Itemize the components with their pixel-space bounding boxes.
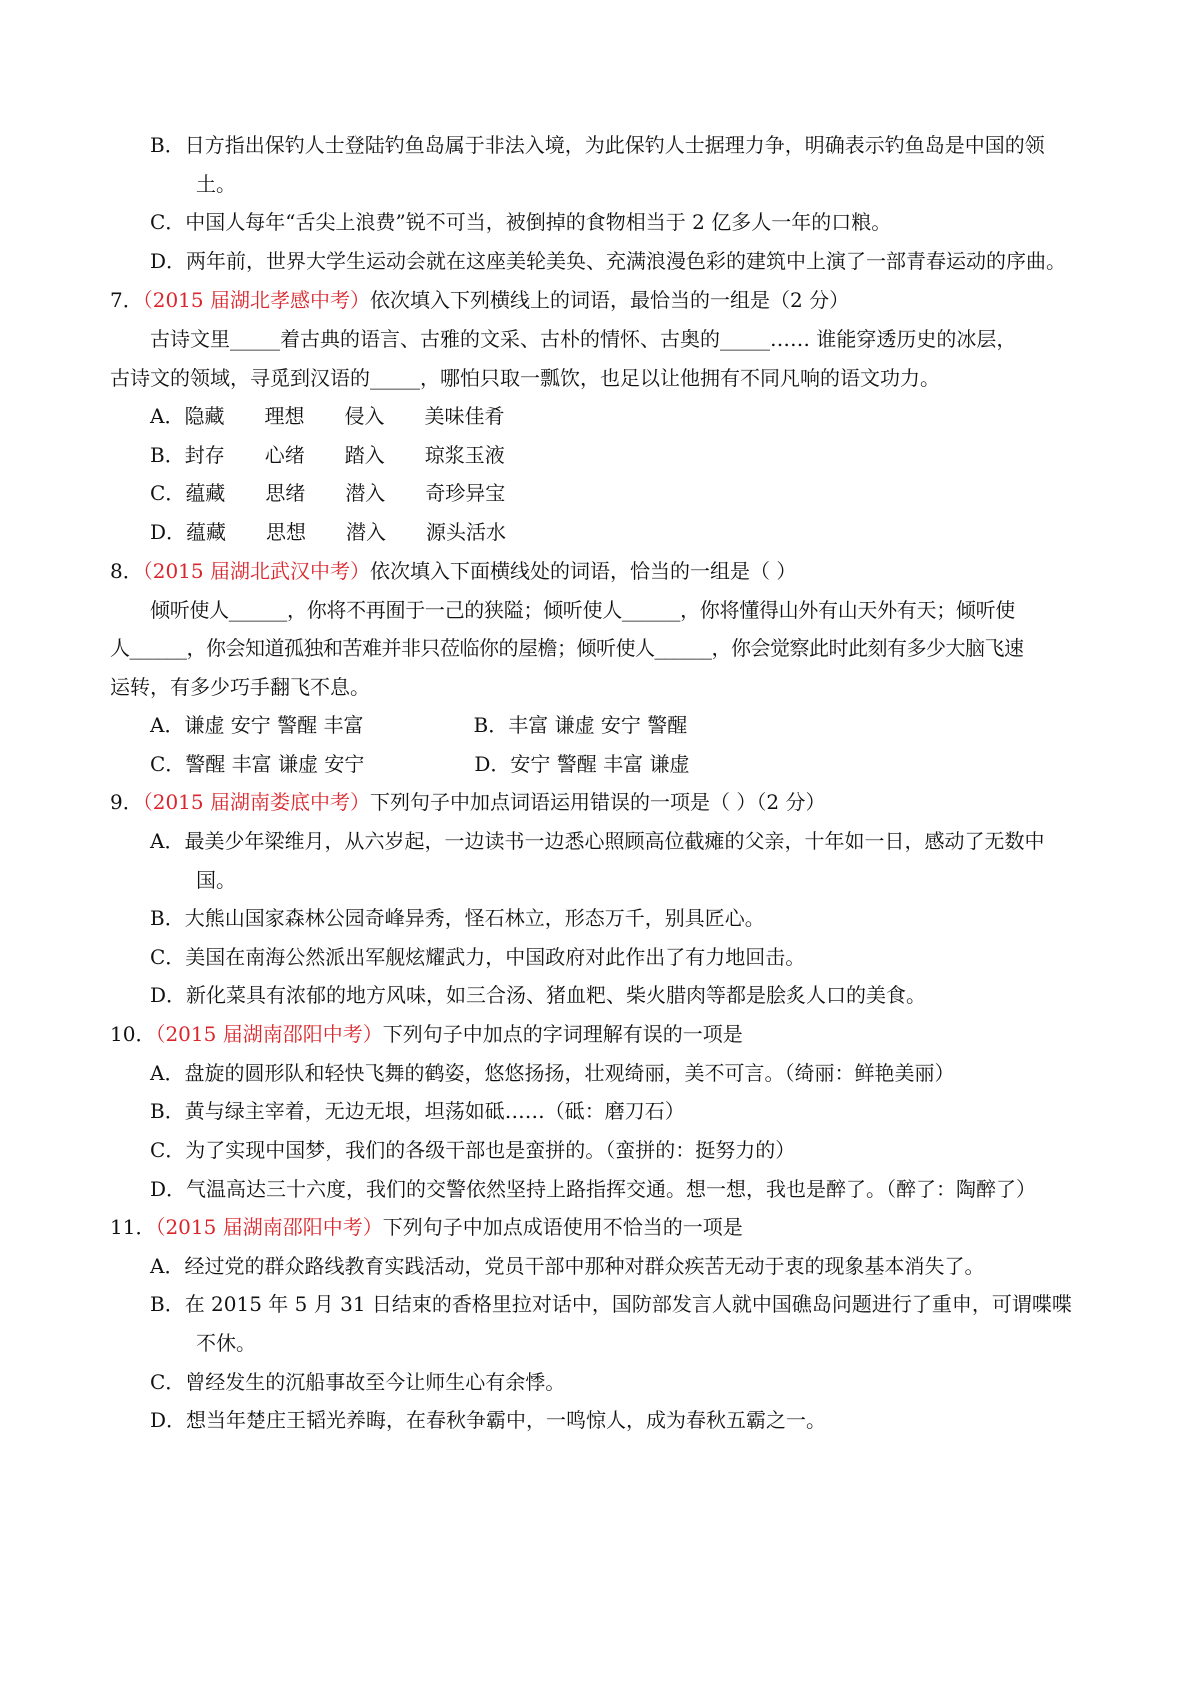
q10-option-b: B．黄与绿主宰着，无边无垠，坦荡如砥……（砥：磨刀石） [150, 1099, 685, 1123]
q9-option-c: C．美国在南海公然派出军舰炫耀武力，中国政府对此作出了有力地回击。 [150, 945, 806, 969]
q9-option-a-line2: 国。 [196, 868, 236, 892]
q7-option-d-label: D． [150, 520, 187, 544]
q9-option-b: B．大熊山国家森林公园奇峰异秀，怪石林立，形态万千，别具匠心。 [150, 906, 765, 930]
q7-option-d-word4: 源头活水 [426, 520, 507, 544]
q9-prompt: 下列句子中加点词语运用错误的一项是（ ）（2 分） [370, 790, 826, 814]
q7-option-a [150, 402, 1200, 430]
q8-option-b: B．丰富 谦虚 安宁 警醒 [473, 713, 688, 737]
q7-option-b-word4: 琼浆玉液 [424, 443, 505, 467]
q6-option-b-line2: 土。 [196, 172, 236, 196]
q8-option-c: C．警醒 丰富 谦虚 安宁 [150, 752, 365, 776]
q8-passage-line2: 人______，你会知道孤独和苦难并非只莅临你的屋檐；倾听使人______，你会觉察此时此刻有多少大脑飞速 [110, 636, 1024, 660]
q7-option-a-label: A． [150, 404, 185, 428]
q7-option-c-word2: 思绪 [265, 481, 306, 505]
q11-option-b-line2: 不休。 [196, 1331, 256, 1355]
q8-number: 8． [110, 559, 143, 583]
q7-number: 7． [110, 288, 143, 312]
q11-option-a: A．经过党的群众路线教育实践活动，党员干部中那种对群众疾苦无动于衷的现象基本消失了。 [150, 1254, 985, 1278]
q7-option-b-label: B． [150, 443, 185, 467]
q11-prompt: 下列句子中加点成语使用不恰当的一项是 [382, 1215, 743, 1239]
q8-option-d: D．安宁 警醒 丰富 谦虚 [474, 752, 690, 776]
q8-option-a: A．谦虚 安宁 警醒 丰富 [150, 713, 364, 737]
q7-option-d-word2: 思想 [266, 520, 307, 544]
q10-number: 10． [110, 1022, 156, 1046]
q7-option-d-word1: 蕴藏 [186, 520, 227, 544]
q7-option-b-word2: 心绪 [264, 443, 305, 467]
q7-option-d [150, 518, 1200, 546]
q10-source: （2015 届湖南邵阳中考） [155, 1022, 383, 1046]
q7-header [110, 286, 1200, 314]
q7-option-d-word3: 潜入 [346, 520, 387, 544]
q11-number: 11． [110, 1215, 156, 1239]
q8-passage-line3: 运转，有多少巧手翻飞不息。 [110, 675, 370, 699]
q11-option-d: D．想当年楚庄王韬光养晦，在春秋争霸中，一鸣惊人，成为春秋五霸之一。 [150, 1408, 827, 1432]
q8-header [110, 557, 1200, 585]
q8-options-row2 [150, 750, 1200, 778]
q7-option-c-word1: 蕴藏 [185, 481, 226, 505]
q7-option-c [150, 479, 1200, 507]
q11-option-b-line1: B．在 2015 年 5 月 31 日结束的香格里拉对话中，国防部发言人就中国礁岛问题进行了重申，可谓喋喋 [150, 1292, 1072, 1316]
q7-option-b [150, 441, 1200, 469]
q11-source: （2015 届湖南邵阳中考） [155, 1215, 383, 1239]
q10-option-c: C．为了实现中国梦，我们的各级干部也是蛮拼的。（蛮拼的：挺努力的） [150, 1138, 796, 1162]
q8-options-row1 [150, 711, 1200, 739]
q6-option-c: C．中国人每年“舌尖上浪费”锐不可当，被倒掉的食物相当于 2 亿多人一年的口粮。 [150, 210, 892, 234]
q7-option-a-word1: 隐藏 [184, 404, 225, 428]
q7-option-b-word1: 封存 [184, 443, 225, 467]
q6-option-b-line1: B．日方指出保钓人士登陆钓鱼岛属于非法入境，为此保钓人士据理力争，明确表示钓鱼岛是中国的领 [150, 133, 1045, 157]
q7-option-b-word3: 踏入 [344, 443, 385, 467]
q6-option-d: D．两年前，世界大学生运动会就在这座美轮美奂、充满浪漫色彩的建筑中上演了一部青春运动的序曲。 [150, 249, 1067, 273]
q11-option-c: C．曾经发生的沉船事故至今让师生心有余悸。 [150, 1370, 566, 1394]
q7-option-a-word3: 侵入 [344, 404, 385, 428]
q10-option-a: A．盘旋的圆形队和轻快飞舞的鹤姿，悠悠扬扬，壮观绮丽，美不可言。（绮丽：鲜艳美丽） [150, 1061, 955, 1085]
q10-header [110, 1020, 1200, 1048]
q8-passage-line1: 倾听使人______，你将不再囿于一己的狭隘；倾听使人______，你将懂得山外有山天外有天；倾听使 [150, 598, 1016, 622]
q7-option-c-word4: 奇珍异宝 [425, 481, 506, 505]
q9-source: （2015 届湖南娄底中考） [142, 790, 370, 814]
q7-option-a-word4: 美味佳肴 [424, 404, 505, 428]
q9-header [110, 788, 1200, 816]
q7-source: （2015 届湖北孝感中考） [142, 288, 370, 312]
q9-number: 9． [110, 790, 143, 814]
q7-option-c-label: C． [150, 481, 186, 505]
q10-prompt: 下列句子中加点的字词理解有误的一项是 [382, 1022, 743, 1046]
q9-option-d: D．新化菜具有浓郁的地方风味，如三合汤、猪血粑、柴火腊肉等都是脍炙人口的美食。 [150, 983, 927, 1007]
q10-option-d: D．气温高达三十六度，我们的交警依然坚持上路指挥交通。想一想，我也是醉了。（醉了：陶醉了） [150, 1177, 1037, 1201]
q9-option-a-line1: A．最美少年梁维月，从六岁起，一边读书一边悉心照顾高位截瘫的父亲，十年如一日，感动了无数中 [150, 829, 1045, 853]
q7-option-c-word3: 潜入 [345, 481, 386, 505]
q7-passage-line2: 古诗文的领域，寻觅到汉语的_____，哪怕只取一瓢饮，也足以让他拥有不同凡响的语文功力。 [110, 366, 940, 390]
q7-option-a-word2: 理想 [264, 404, 305, 428]
q7-prompt: 依次填入下列横线上的词语，最恰当的一组是（2 分） [370, 288, 850, 312]
q8-prompt: 依次填入下面横线处的词语，恰当的一组是（ ） [370, 559, 797, 583]
q7-passage-line1: 古诗文里_____着古典的语言、古雅的文采、古朴的情怀、古奥的_____…… 谁能穿透历史的冰层， [150, 327, 1017, 351]
q8-source: （2015 届湖北武汉中考） [142, 559, 370, 583]
q11-header [110, 1213, 1200, 1241]
